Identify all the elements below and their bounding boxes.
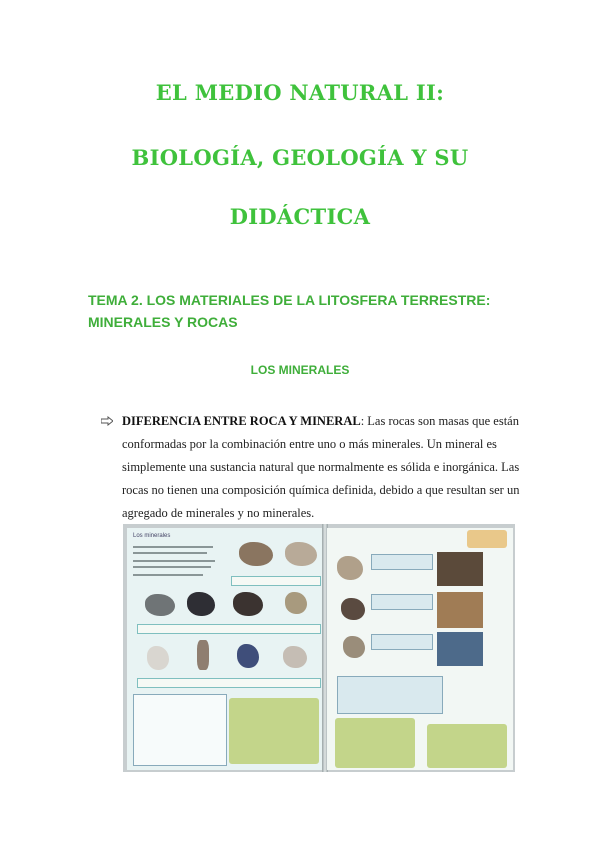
document-title-line-1: EL MEDIO NATURAL II:: [155, 80, 445, 105]
pointing-hand-icon: [101, 416, 113, 426]
definition-term: DIFERENCIA ENTRE ROCA Y MINERAL: [122, 414, 361, 428]
definition-text: : Las rocas son masas que están conformadas por la combinación entre uno o más minerales. Un mineral es simplemente una sustancia natural que normalmente es sólida e inorgánica. Las rocas no tienen una composición química definida, debido a que resultan ser un agregado de minerales y no minerales.: [122, 414, 520, 520]
document-title-line-3: DIDÁCTICA: [229, 204, 371, 229]
left-page-heading: Los minerales: [133, 533, 171, 539]
section-heading: LOS MINERALES: [250, 363, 350, 377]
topic-subtitle: TEMA 2. LOS MATERIALES DE LA LITOSFERA TERRESTRE: MINERALES Y ROCAS: [88, 292, 491, 330]
definition-paragraph: [122, 410, 524, 525]
textbook-left-page: [127, 528, 323, 770]
document-title-line-2: BIOLOGÍA, GEOLOGÍA Y SU: [131, 145, 469, 170]
textbook-photo: [123, 524, 515, 772]
textbook-right-page: [327, 528, 513, 770]
